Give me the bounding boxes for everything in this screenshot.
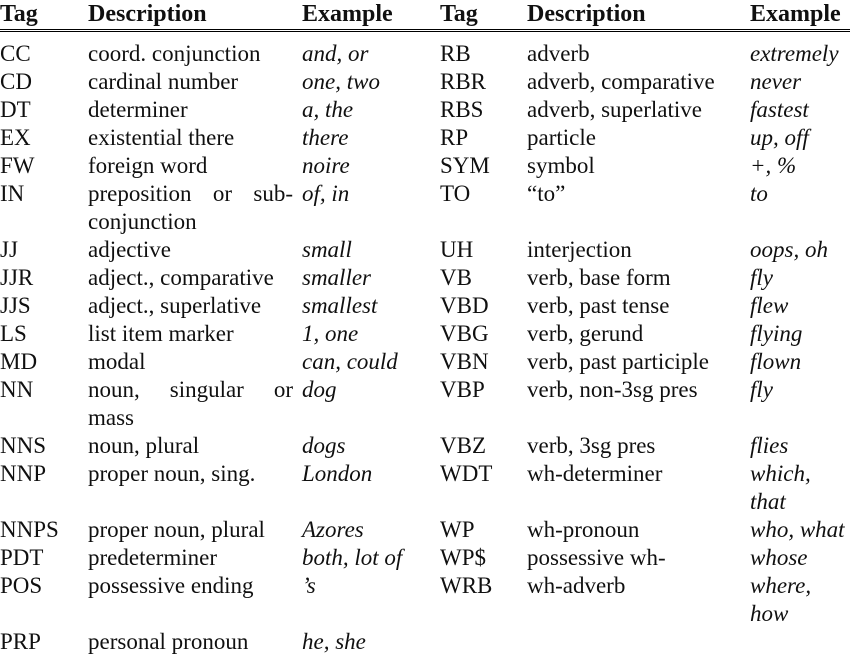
left-description-cell: list item marker — [88, 320, 302, 348]
table-row — [0, 180, 850, 236]
left-example-cell: dog — [302, 376, 440, 432]
left-tag-cell: CD — [0, 68, 88, 96]
right-description-cell: particle — [527, 124, 750, 152]
left-description-cell: predeterminer — [88, 544, 302, 572]
left-description-cell: modal — [88, 348, 302, 376]
right-example-cell: flown — [750, 348, 850, 376]
right-tag-cell: VBG — [440, 320, 527, 348]
left-tag-cell: CC — [0, 31, 88, 69]
right-description-cell: wh-determiner — [527, 460, 750, 516]
left-description-column-header: Description — [88, 0, 302, 31]
table-row — [0, 152, 850, 180]
table-header — [0, 0, 850, 31]
right-tag-cell: UH — [440, 236, 527, 264]
right-example-cell: fastest — [750, 96, 850, 124]
left-example-cell: can, could — [302, 348, 440, 376]
right-description-column-header: Description — [527, 0, 750, 31]
right-description-cell: possessive wh- — [527, 544, 750, 572]
left-example-cell: small — [302, 236, 440, 264]
table-row — [0, 96, 850, 124]
left-tag-column-header: Tag — [0, 0, 88, 31]
right-example-cell: fly — [750, 264, 850, 292]
right-description-cell: verb, past participle — [527, 348, 750, 376]
table-row — [0, 516, 850, 544]
left-tag-cell: JJ — [0, 236, 88, 264]
right-tag-cell: RB — [440, 31, 527, 69]
right-description-cell: verb, past tense — [527, 292, 750, 320]
right-description-cell — [527, 628, 750, 656]
table-row — [0, 264, 850, 292]
right-example-cell: where, how — [750, 572, 850, 628]
right-tag-cell: WP — [440, 516, 527, 544]
right-tag-cell: WDT — [440, 460, 527, 516]
left-description-cell: noun, singular or mass — [88, 376, 302, 432]
left-example-cell: ’s — [302, 572, 440, 628]
left-description-cell: coord. conjunction — [88, 31, 302, 69]
right-example-cell: which, that — [750, 460, 850, 516]
header-row — [0, 0, 850, 31]
left-description-cell: proper noun, sing. — [88, 460, 302, 516]
right-example-cell: +, % — [750, 152, 850, 180]
left-tag-cell: JJR — [0, 264, 88, 292]
right-description-cell: wh-pronoun — [527, 516, 750, 544]
right-tag-cell: RP — [440, 124, 527, 152]
left-tag-cell: LS — [0, 320, 88, 348]
table-row — [0, 628, 850, 656]
table-row — [0, 68, 850, 96]
right-description-cell: verb, non-3sg pres — [527, 376, 750, 432]
table-row — [0, 236, 850, 264]
right-tag-cell: VBP — [440, 376, 527, 432]
right-example-cell: extremely — [750, 31, 850, 69]
right-tag-cell: WRB — [440, 572, 527, 628]
right-tag-cell: SYM — [440, 152, 527, 180]
right-tag-cell: VBZ — [440, 432, 527, 460]
left-description-cell: personal pronoun — [88, 628, 302, 656]
left-description-cell: preposition or sub-conjunction — [88, 180, 302, 236]
left-example-cell: a, the — [302, 96, 440, 124]
right-description-cell: verb, gerund — [527, 320, 750, 348]
right-tag-cell: TO — [440, 180, 527, 236]
left-example-cell: dogs — [302, 432, 440, 460]
left-example-cell: one, two — [302, 68, 440, 96]
table-row — [0, 348, 850, 376]
left-example-cell: and, or — [302, 31, 440, 69]
left-description-cell: cardinal number — [88, 68, 302, 96]
right-example-cell: flies — [750, 432, 850, 460]
right-description-cell: “to” — [527, 180, 750, 236]
table-row — [0, 460, 850, 516]
right-description-cell: verb, base form — [527, 264, 750, 292]
left-example-cell: London — [302, 460, 440, 516]
left-description-cell: adject., superlative — [88, 292, 302, 320]
right-tag-cell: RBS — [440, 96, 527, 124]
right-description-cell: interjection — [527, 236, 750, 264]
right-tag-cell: WP$ — [440, 544, 527, 572]
left-example-cell: he, she — [302, 628, 440, 656]
right-description-cell: verb, 3sg pres — [527, 432, 750, 460]
right-example-cell: never — [750, 68, 850, 96]
right-example-cell — [750, 628, 850, 656]
right-example-cell: up, off — [750, 124, 850, 152]
right-example-cell: whose — [750, 544, 850, 572]
left-description-cell: proper noun, plural — [88, 516, 302, 544]
table-body — [0, 31, 850, 656]
left-tag-cell: EX — [0, 124, 88, 152]
left-example-cell: both, lot of — [302, 544, 440, 572]
right-description-cell: symbol — [527, 152, 750, 180]
table-row — [0, 572, 850, 628]
table-row — [0, 320, 850, 348]
left-description-cell: possessive ending — [88, 572, 302, 628]
right-description-cell: adverb, superlative — [527, 96, 750, 124]
left-tag-cell: NNS — [0, 432, 88, 460]
right-tag-cell — [440, 628, 527, 656]
left-description-cell: foreign word — [88, 152, 302, 180]
left-tag-cell: MD — [0, 348, 88, 376]
right-description-cell: adverb, comparative — [527, 68, 750, 96]
right-tag-cell: VBD — [440, 292, 527, 320]
table-row — [0, 292, 850, 320]
table-row — [0, 124, 850, 152]
left-tag-cell: NNP — [0, 460, 88, 516]
left-tag-cell: FW — [0, 152, 88, 180]
left-tag-cell: NNPS — [0, 516, 88, 544]
left-description-cell: adjective — [88, 236, 302, 264]
left-tag-cell: JJS — [0, 292, 88, 320]
left-example-cell: smallest — [302, 292, 440, 320]
table-row — [0, 544, 850, 572]
right-description-cell: wh-adverb — [527, 572, 750, 628]
left-example-column-header: Example — [302, 0, 440, 31]
left-tag-cell: PRP — [0, 628, 88, 656]
table-row — [0, 31, 850, 69]
right-description-cell: adverb — [527, 31, 750, 69]
left-description-cell: existential there — [88, 124, 302, 152]
table-row — [0, 432, 850, 460]
right-tag-cell: VBN — [440, 348, 527, 376]
right-example-cell: flying — [750, 320, 850, 348]
right-example-cell: who, what — [750, 516, 850, 544]
left-tag-cell: IN — [0, 180, 88, 236]
right-example-cell: oops, oh — [750, 236, 850, 264]
left-description-cell: adject., comparative — [88, 264, 302, 292]
left-example-cell: smaller — [302, 264, 440, 292]
right-tag-cell: VB — [440, 264, 527, 292]
left-example-cell: noire — [302, 152, 440, 180]
left-description-cell: noun, plural — [88, 432, 302, 460]
table-row — [0, 376, 850, 432]
left-tag-cell: POS — [0, 572, 88, 628]
right-example-cell: to — [750, 180, 850, 236]
right-example-cell: fly — [750, 376, 850, 432]
left-tag-cell: DT — [0, 96, 88, 124]
right-example-column-header: Example — [750, 0, 850, 31]
left-example-cell: Azores — [302, 516, 440, 544]
left-tag-cell: NN — [0, 376, 88, 432]
right-example-cell: flew — [750, 292, 850, 320]
right-tag-cell: RBR — [440, 68, 527, 96]
left-example-cell: of, in — [302, 180, 440, 236]
left-example-cell: 1, one — [302, 320, 440, 348]
left-tag-cell: PDT — [0, 544, 88, 572]
left-example-cell: there — [302, 124, 440, 152]
left-description-cell: determiner — [88, 96, 302, 124]
right-tag-column-header: Tag — [440, 0, 527, 31]
